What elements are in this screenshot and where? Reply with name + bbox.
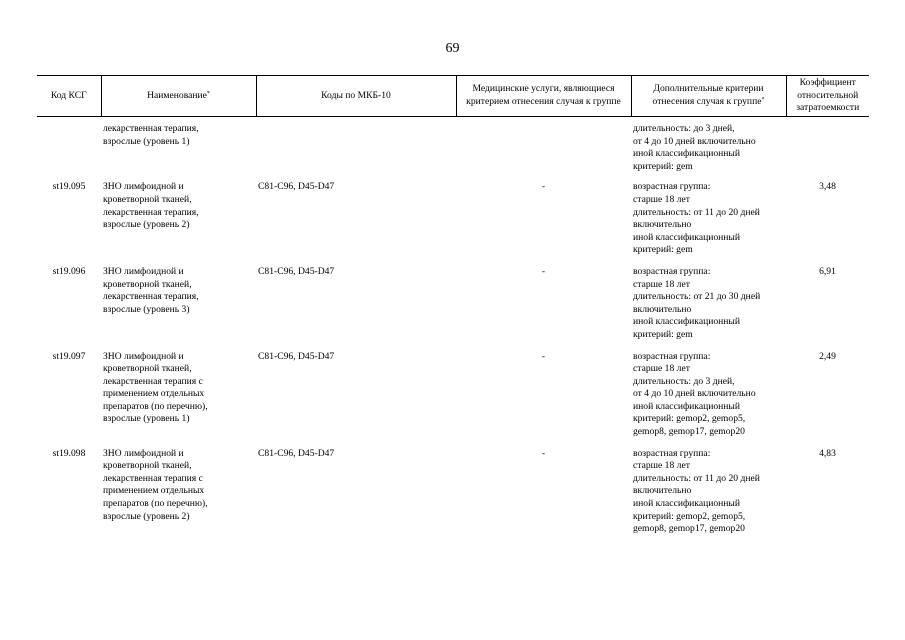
cell-name: ЗНО лимфоидной и кроветворной тканей, лекарственная терапия с применением отдельных препаратов (по перечню), взрослые (уровень 1)	[103, 350, 208, 425]
continuation-row	[37, 117, 869, 182]
table-row	[37, 448, 869, 545]
cell-services: -	[541, 181, 546, 193]
table-row	[37, 181, 869, 266]
cell-criteria: возрастная группа: старше 18 лет длительность: от 11 до 20 дней включительно иной классификационный критерий: gemop2, gemop5, gemop8, gemop17, gemop20	[633, 447, 760, 535]
cell-coef: 6,91	[819, 265, 836, 277]
cell-mkb: C81-C96, D45-D47	[258, 181, 335, 193]
cell-coef: 3,48	[819, 181, 836, 193]
ksg-table	[37, 75, 869, 545]
cell-services: -	[541, 265, 546, 277]
cell-code: st19.098	[52, 447, 86, 459]
cell-mkb: C81-C96, D45-D47	[258, 447, 335, 459]
table-header-row	[37, 76, 869, 117]
cell-name: ЗНО лимфоидной и кроветворной тканей, лекарственная терапия с применением отдельных препаратов (по перечню), взрослые (уровень 2)	[103, 447, 208, 522]
cell-coef: 4,83	[819, 447, 836, 459]
cell-criteria: возрастная группа: старше 18 лет длительность: до 3 дней, от 4 до 10 дней включительно иной классификационный критерий: gemop2, gemop5, gemop8, gemop17, gemop20	[633, 350, 756, 438]
cell-name: ЗНО лимфоидной и кроветворной тканей, лекарственная терапия, взрослые (уровень 3)	[103, 265, 199, 315]
header-name: Наименование*	[101, 76, 256, 117]
cell-code: st19.095	[52, 181, 86, 193]
cell-code: st19.097	[52, 350, 86, 362]
cell-mkb: C81-C96, D45-D47	[258, 265, 335, 277]
cell-name: ЗНО лимфоидной и кроветворной тканей, лекарственная терапия, взрослые (уровень 2)	[103, 181, 199, 231]
cell-mkb: C81-C96, D45-D47	[258, 350, 335, 362]
header-code: Код КСГ	[37, 76, 101, 117]
cell-name: лекарственная терапия, взрослые (уровень 1)	[103, 123, 199, 147]
cell-services: -	[541, 350, 546, 362]
header-criteria: Дополнительные критерии отнесения случая к группе*	[631, 76, 786, 117]
cell-services: -	[541, 447, 546, 459]
cell-coef: 2,49	[819, 350, 836, 362]
page-number: 69	[445, 41, 460, 56]
footnote-mark: *	[206, 90, 210, 97]
header-coef: Коэффициент относительной затратоемкости	[786, 76, 869, 117]
table-row	[37, 351, 869, 448]
cell-criteria: длительность: до 3 дней, от 4 до 10 дней включительно иной классификационный критерий: gem	[633, 123, 756, 172]
footnote-mark: *	[761, 97, 765, 103]
header-services: Медицинские услуги, являющиеся критерием отнесения случая к группе	[456, 76, 631, 117]
table-row	[37, 266, 869, 351]
header-mkb: Коды по МКБ-10	[256, 76, 456, 117]
cell-code: st19.096	[52, 265, 86, 277]
cell-criteria: возрастная группа: старше 18 лет длительность: от 11 до 20 дней включительно иной классификационный критерий: gem	[633, 181, 760, 256]
cell-criteria: возрастная группа: старше 18 лет длительность: от 21 до 30 дней включительно иной классификационный критерий: gem	[633, 265, 761, 340]
